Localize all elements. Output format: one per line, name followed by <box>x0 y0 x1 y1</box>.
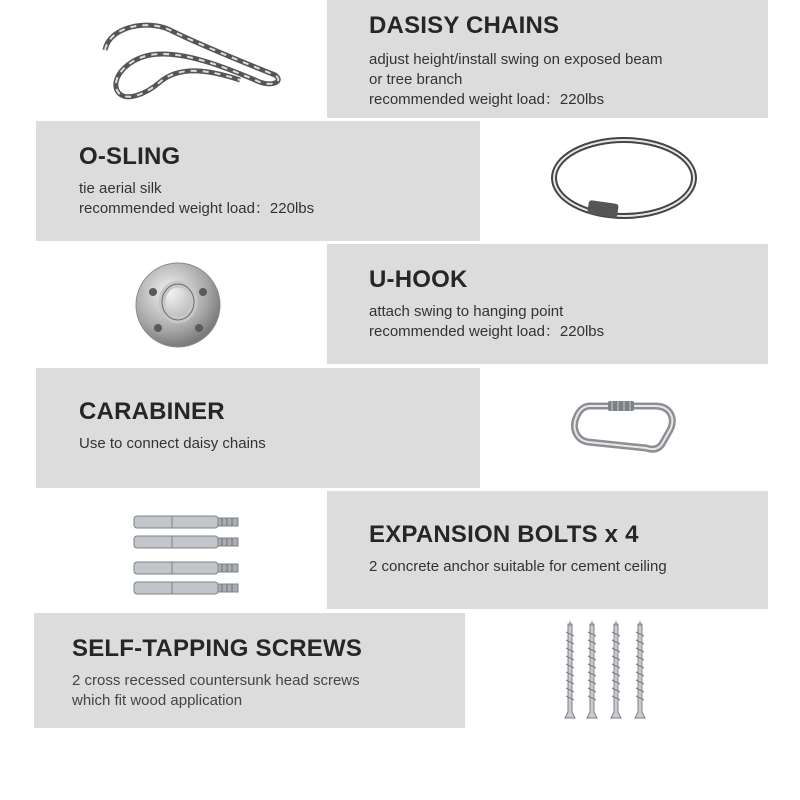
item-line: 2 concrete anchor suitable for cement ceiling <box>369 558 667 575</box>
item-line: tie aerial silk <box>79 180 162 197</box>
item-panel-o-sling <box>36 121 480 241</box>
item-line: attach swing to hanging point <box>369 303 564 320</box>
item-line: Use to connect daisy chains <box>79 435 266 452</box>
item-line: or tree branch <box>369 71 463 88</box>
expansion-bolts-icon <box>132 512 242 600</box>
item-line: adjust height/install swing on exposed beam <box>369 51 663 68</box>
item-panel-expansion-bolts <box>327 491 768 609</box>
u-hook-icon <box>133 260 223 350</box>
o-sling-icon <box>548 130 700 230</box>
item-panel-carabiner <box>36 368 480 488</box>
item-panel-u-hook <box>327 244 768 364</box>
item-line: recommended weight load：220lbs <box>369 323 605 340</box>
item-title: U-HOOK <box>369 266 468 293</box>
item-line: recommended weight load：220lbs <box>369 91 605 108</box>
item-title: DASISY CHAINS <box>369 12 560 39</box>
item-title: CARABINER <box>79 398 225 425</box>
item-panel-screws <box>34 613 465 728</box>
item-panel-daisy-chains <box>327 0 768 118</box>
item-line: which fit wood application <box>72 692 243 709</box>
carabiner-icon <box>570 398 680 453</box>
item-line: 2 cross recessed countersunk head screws <box>72 672 360 689</box>
item-title: O-SLING <box>79 143 181 170</box>
item-line: recommended weight load：220lbs <box>79 200 315 217</box>
item-title: EXPANSION BOLTS x 4 <box>369 521 639 548</box>
daisy-chain-icon <box>90 10 290 110</box>
item-title: SELF-TAPPING SCREWS <box>72 635 363 662</box>
screws-icon <box>558 620 658 724</box>
